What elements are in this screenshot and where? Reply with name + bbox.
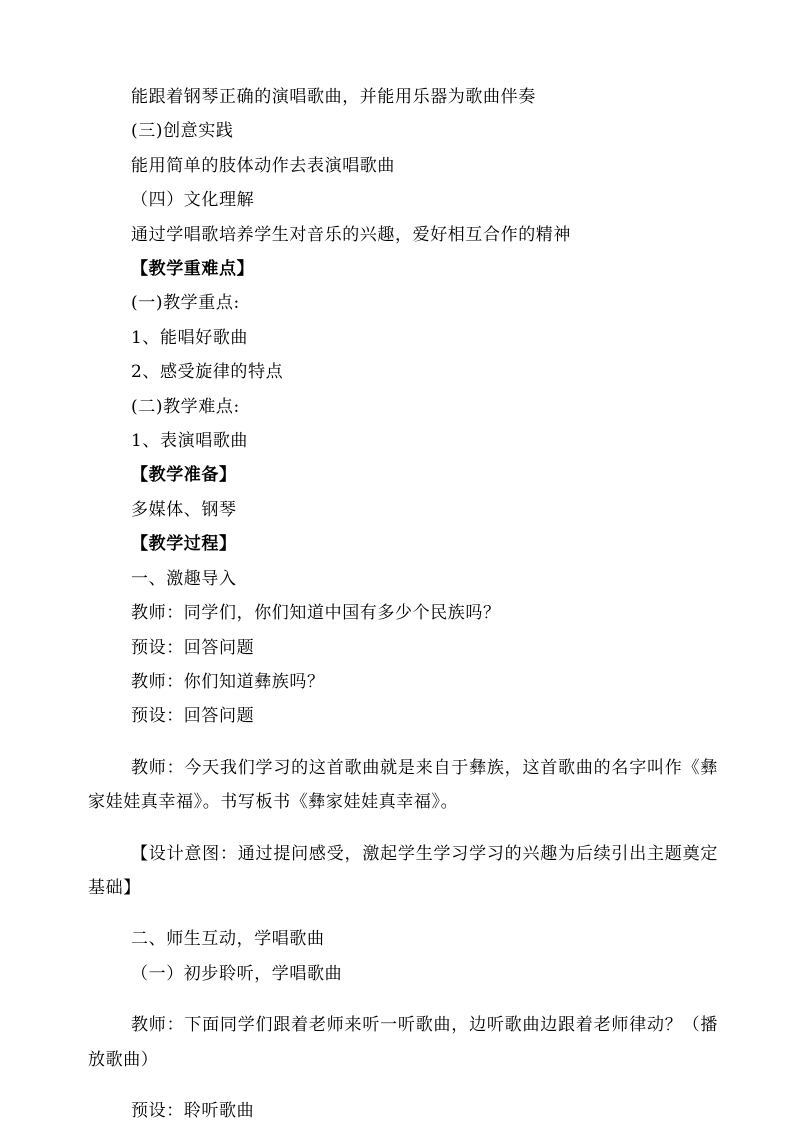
subsection-heading: (二)教学难点: [131,396,240,417]
objective-line: 能跟着钢琴正确的演唱歌曲，并能用乐器为歌曲伴奏 [131,87,536,107]
step-heading: 一、激趣导入 [131,568,237,589]
design-intent-paragraph: 【设计意图：通过提问感受，激起学生学习学习的兴趣为后续引出主题奠定基础】 [88,843,718,898]
subsection-heading: （四）文化理解 [131,190,255,211]
body-line: 多媒体、钢琴 [131,499,237,520]
objective-line: 通过学唱歌培养学生对音乐的兴趣，爱好相互合作的精神 [131,224,571,245]
list-item: 2、感受旋律的特点 [131,362,284,383]
dialogue-line: 预设：回答问题 [131,706,255,727]
subsection-heading: （一）初步聆听，学唱歌曲 [131,963,343,984]
section-heading: 【教学重难点】 [131,259,255,280]
dialogue-paragraph: 教师：下面同学们跟着老师来听一听歌曲，边听歌曲边跟着老师律动？（播放歌曲） [88,1015,718,1070]
dialogue-line: 教师：你们知道彝族吗？ [131,671,325,692]
section-heading: 【教学准备】 [131,465,237,486]
list-item: 1、能唱好歌曲 [131,327,249,348]
step-heading: 二、师生互动，学唱歌曲 [131,929,325,950]
subsection-heading: (三)创意实践 [131,121,234,142]
dialogue-line: 预设：回答问题 [131,637,255,658]
list-item: 1、表演唱歌曲 [131,431,249,452]
dialogue-paragraph: 教师：今天我们学习的这首歌曲就是来自于彝族，这首歌曲的名字叫作《彝家娃娃真幸福》。书写板书《彝家娃娃真幸福》。 [88,757,718,813]
dialogue-line: 教师：同学们，你们知道中国有多少个民族吗？ [131,603,501,624]
section-heading: 【教学过程】 [131,534,237,555]
subsection-heading: (一)教学重点: [131,293,240,314]
objective-line: 能用简单的肢体动作去表演唱歌曲 [131,155,395,176]
dialogue-line: 预设：聆听歌曲 [131,1100,255,1121]
